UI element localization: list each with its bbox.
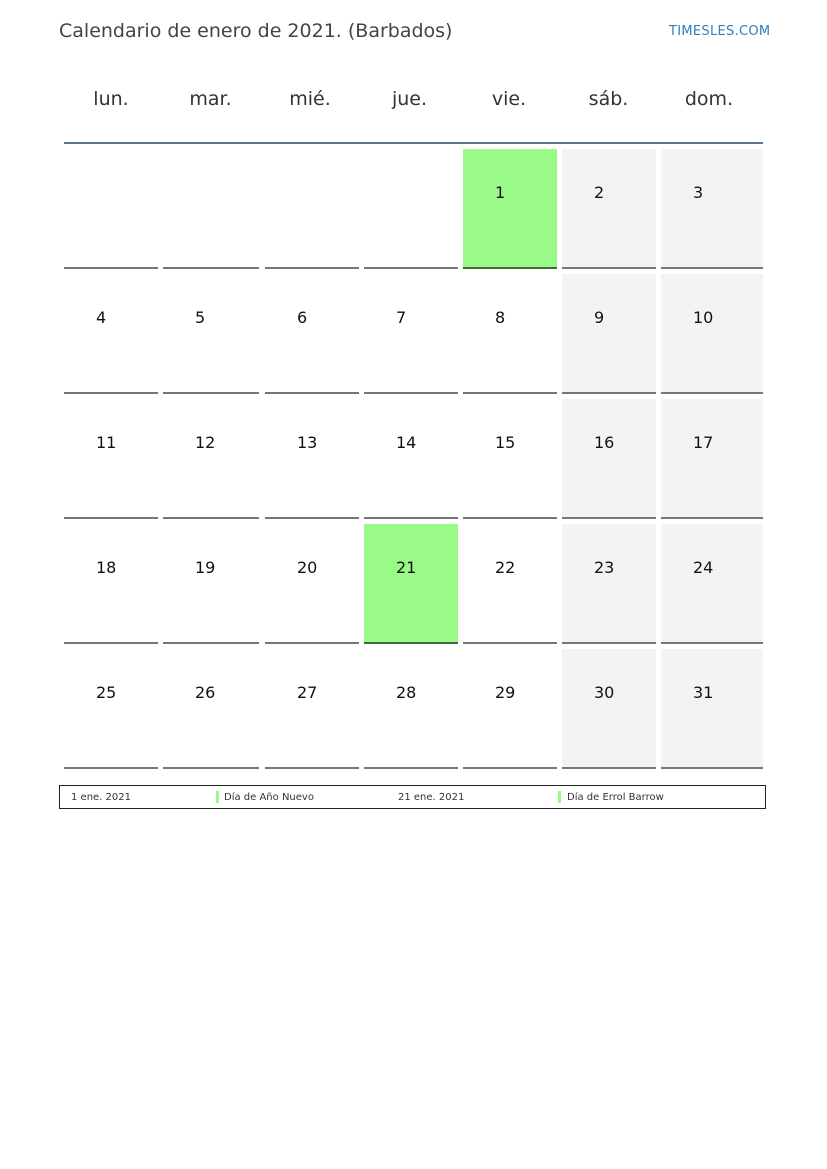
legend-color-marker xyxy=(558,791,561,803)
day-cell[interactable] xyxy=(661,399,763,519)
day-cell[interactable] xyxy=(562,524,656,644)
day-number: 21 xyxy=(396,558,417,577)
day-cell[interactable] xyxy=(163,649,259,769)
legend-date: 21 ene. 2021 xyxy=(398,792,465,803)
day-cell[interactable] xyxy=(562,149,656,269)
day-number: 16 xyxy=(594,433,615,452)
day-number: 23 xyxy=(594,558,615,577)
day-cell[interactable] xyxy=(463,649,557,769)
day-number: 24 xyxy=(693,558,714,577)
day-number: 7 xyxy=(396,308,407,327)
day-number: 4 xyxy=(96,308,107,327)
day-number: 10 xyxy=(693,308,714,327)
brand-logo-text[interactable]: TIMESLES.COM xyxy=(669,24,771,39)
day-cell[interactable] xyxy=(463,149,557,269)
day-cell[interactable] xyxy=(163,524,259,644)
day-number: 25 xyxy=(96,683,117,702)
day-cell[interactable] xyxy=(364,274,458,394)
day-number: 31 xyxy=(693,683,714,702)
day-number: 3 xyxy=(693,183,704,202)
day-cell[interactable] xyxy=(463,274,557,394)
day-cell[interactable] xyxy=(661,524,763,644)
day-cell[interactable] xyxy=(562,649,656,769)
weekday-sun: dom. xyxy=(684,88,734,110)
day-number: 11 xyxy=(96,433,117,452)
legend-holiday-name: Día de Errol Barrow xyxy=(567,792,664,803)
day-number: 6 xyxy=(297,308,308,327)
day-cell[interactable] xyxy=(562,274,656,394)
day-cell[interactable] xyxy=(265,524,359,644)
day-number: 18 xyxy=(96,558,117,577)
day-number: 12 xyxy=(195,433,216,452)
day-cell[interactable] xyxy=(463,524,557,644)
day-cell[interactable] xyxy=(163,274,259,394)
day-cell[interactable] xyxy=(265,399,359,519)
day-number: 20 xyxy=(297,558,318,577)
legend-color-marker xyxy=(216,791,219,803)
empty-day-cell xyxy=(364,149,458,269)
empty-day-cell xyxy=(163,149,259,269)
day-number: 8 xyxy=(495,308,506,327)
day-number: 15 xyxy=(495,433,516,452)
weekday-tue: mar. xyxy=(189,88,232,110)
weekday-fri: vie. xyxy=(491,88,527,110)
day-number: 27 xyxy=(297,683,318,702)
weekday-sat: sáb. xyxy=(588,88,629,110)
day-cell[interactable] xyxy=(64,649,158,769)
day-cell[interactable] xyxy=(265,274,359,394)
day-number: 2 xyxy=(594,183,605,202)
day-number: 29 xyxy=(495,683,516,702)
day-number: 17 xyxy=(693,433,714,452)
day-cell[interactable] xyxy=(364,524,458,644)
day-cell[interactable] xyxy=(364,399,458,519)
weekday-mon: lun. xyxy=(93,88,129,110)
empty-day-cell xyxy=(265,149,359,269)
day-number: 22 xyxy=(495,558,516,577)
day-cell[interactable] xyxy=(265,649,359,769)
day-cell[interactable] xyxy=(64,274,158,394)
day-number: 14 xyxy=(396,433,417,452)
day-number: 28 xyxy=(396,683,417,702)
day-number: 9 xyxy=(594,308,605,327)
weekday-thu: jue. xyxy=(391,88,428,110)
day-cell[interactable] xyxy=(661,149,763,269)
holiday-legend xyxy=(59,785,766,809)
empty-day-cell xyxy=(64,149,158,269)
day-cell[interactable] xyxy=(562,399,656,519)
day-cell[interactable] xyxy=(64,399,158,519)
day-cell[interactable] xyxy=(364,649,458,769)
day-cell[interactable] xyxy=(661,274,763,394)
weekday-wed: mié. xyxy=(289,88,331,110)
day-cell[interactable] xyxy=(163,399,259,519)
day-cell[interactable] xyxy=(661,649,763,769)
day-cell[interactable] xyxy=(64,524,158,644)
day-number: 13 xyxy=(297,433,318,452)
day-number: 19 xyxy=(195,558,216,577)
day-number: 30 xyxy=(594,683,615,702)
day-cell[interactable] xyxy=(463,399,557,519)
legend-date: 1 ene. 2021 xyxy=(71,792,131,803)
day-number: 26 xyxy=(195,683,216,702)
page-title: Calendario de enero de 2021. (Barbados) xyxy=(59,20,453,42)
day-number: 1 xyxy=(495,183,506,202)
day-number: 5 xyxy=(195,308,206,327)
legend-holiday-name: Día de Año Nuevo xyxy=(224,792,314,803)
